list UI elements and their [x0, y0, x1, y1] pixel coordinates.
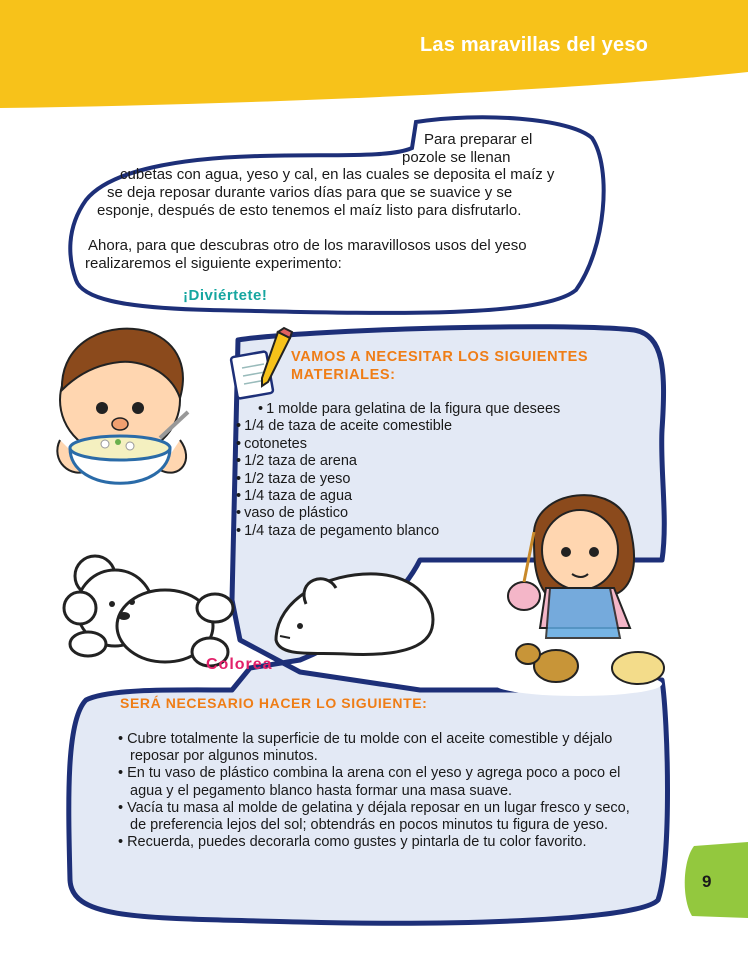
materials-title: MATERIALES: [291, 367, 396, 383]
boy-eating-illustration [20, 320, 230, 510]
girl-decorating-illustration [490, 478, 670, 698]
pencil-notepad-icon [228, 324, 298, 404]
intro-line: cubetas con agua, yeso y cal, en las cuales se deposita el maíz y [120, 166, 555, 183]
intro-line: realizaremos el siguiente experimento: [85, 255, 342, 272]
list-item: • cotonetes [236, 436, 560, 453]
page-number: 9 [702, 872, 712, 891]
list-item: • 1 molde para gelatina de la figura que desees [236, 401, 560, 418]
page-number-tab [680, 840, 748, 920]
materials-title: VAMOS A NECESITAR LOS SIGUIENTES [291, 349, 589, 365]
list-item: • Vacía tu masa al molde de gelatina y déjala reposar en un lugar fresco y seco, de preferencia lejos del sol; obtendrás en pocos minutos tu figura de yeso. [118, 800, 648, 834]
steps-title: SERÁ NECESARIO HACER LO SIGUIENTE: [120, 695, 428, 711]
intro-line: esponje, después de esto tenemos el maíz listo para disfrutarlo. [97, 202, 522, 219]
list-item: • 1/2 taza de arena [236, 453, 560, 470]
fun-label: ¡Diviértete! [183, 287, 268, 304]
list-item: • Recuerda, puedes decorarla como gustes y pintarla de tu color favorito. [118, 834, 648, 851]
rabbit-outline [266, 560, 446, 660]
list-item: • 1/4 taza de pegamento blanco [236, 523, 560, 540]
list-item: • Cubre totalmente la superficie de tu molde con el aceite comestible y déjalo reposar por algunos minutos. [118, 731, 648, 765]
list-item: • 1/4 de taza de aceite comestible [236, 418, 560, 435]
color-label: Colorea [206, 656, 273, 673]
steps-list [118, 731, 648, 851]
page-title: Las maravillas del yeso [420, 34, 649, 56]
intro-line: se deja reposar durante varios días para que se suavice y se [107, 184, 513, 201]
list-item: • vaso de plástico [236, 505, 560, 522]
list-item: • 1/4 taza de agua [236, 488, 560, 505]
list-item: • 1/2 taza de yeso [236, 471, 560, 488]
intro-line: pozole se llenan [402, 149, 511, 166]
intro-line: Ahora, para que descubras otro de los maravillosos usos del yeso [88, 237, 527, 254]
list-item: • En tu vaso de plástico combina la arena con el yeso y agrega poco a poco el agua y el pegamento blanco hasta formar una masa suave. [118, 765, 648, 799]
intro-line: Para preparar el [424, 131, 533, 148]
